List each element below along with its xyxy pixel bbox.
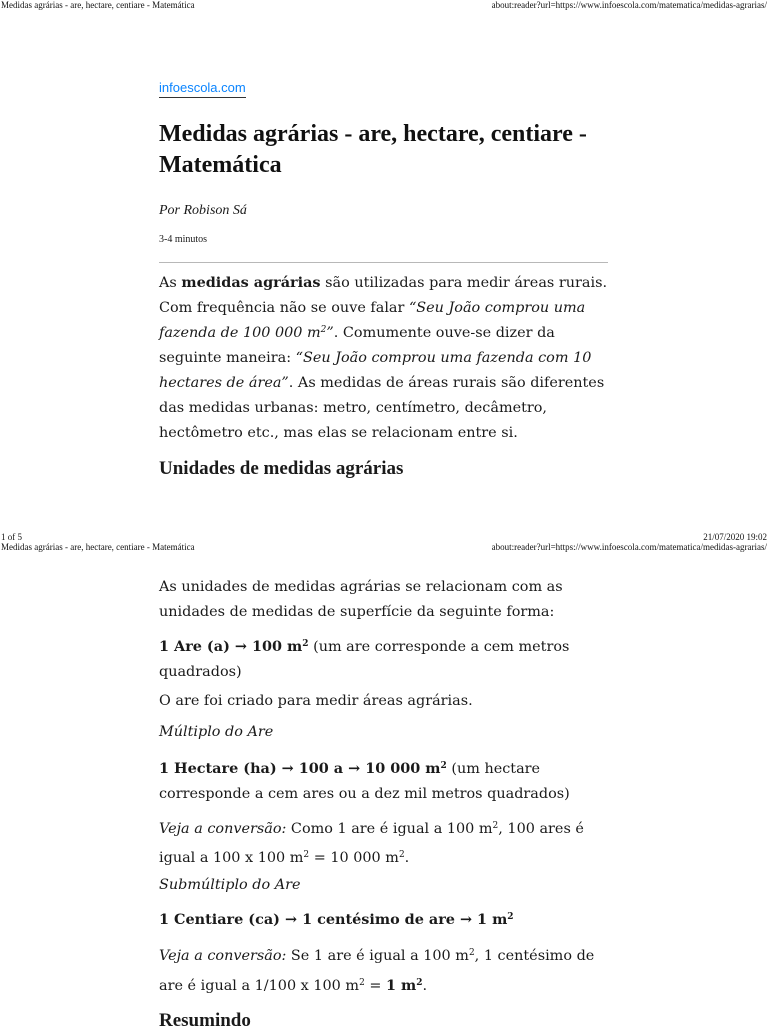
print-header-url: about:reader?url=https://www.infoescola.com/matematica/medidas-agrarias/ xyxy=(491,542,767,552)
print-header-title: Medidas agrárias - are, hectare, centiare - Matemática xyxy=(1,0,195,10)
read-time: 3-4 minutos xyxy=(159,234,208,245)
are-definition: 1 Are (a) → 100 $m^2$ (um are corresponde a cem metros quadrados) xyxy=(159,638,570,680)
divider xyxy=(159,262,608,263)
print-timestamp: 21/07/2020 19:02 xyxy=(703,532,767,542)
article-title: Medidas agrárias - are, hectare, centiare - Matemática xyxy=(159,121,587,178)
print-header xyxy=(0,0,768,12)
conversion-1: Veja a conversão: Como 1 are é igual a 100 $m^2$, 100 ares é igual a 100 x 100 $m^2 = 10$ 000 $m^2$. xyxy=(159,821,584,866)
print-header-url: about:reader?url=https://www.infoescola.com/matematica/medidas-agrarias/ xyxy=(491,0,767,10)
centiare-definition: 1 Centiare (ca) → 1 centésimo de are → 1 $m^2$ xyxy=(159,911,514,928)
conversion-2: Veja a conversão: Se 1 are é igual a 100 $m^2$, 1 centésimo de are é igual a 1/100 x 100 $m^2 = 1$ $m^2$. xyxy=(159,948,595,994)
resumindo-heading: Resumindo xyxy=(159,1010,251,1031)
page-number: 1 of 5 xyxy=(1,532,22,542)
are-created-text: O are foi criado para medir áreas agrárias. xyxy=(159,693,473,709)
hectare-definition: 1 Hectare (ha) → 100 a → 10 000 $m^2$ (um hectare corresponde a cem ares ou a dez mil metros quadrados) xyxy=(159,760,570,802)
article-byline: Por Robison Sá xyxy=(159,203,247,218)
intro-paragraph: As medidas agrárias são utilizadas para medir áreas rurais. Com frequência não se ouve falar “Seu João comprou uma fazenda de 100 000 $m^2$”. Comumente ouve-se dizer da seguinte maneira: “Seu João comprou uma fazenda com 10 hectares de área”. As medidas de áreas rurais são diferentes das medidas urbanas: metro, centímetro, decâmetro, hectômetro etc., mas elas se relacionam entre si. xyxy=(159,274,608,441)
print-header-title: Medidas agrárias - are, hectare, centiare - Matemática xyxy=(1,542,195,552)
units-paragraph: As unidades de medidas agrárias se relacionam com as unidades de medidas de superfície da seguinte forma: xyxy=(159,579,563,620)
section-heading: Unidades de medidas agrárias xyxy=(159,458,404,479)
submultiplo-label: Submúltiplo do Are xyxy=(159,877,301,893)
print-header-page2 xyxy=(0,542,768,554)
source-domain-link[interactable]: infoescola.com xyxy=(159,80,246,98)
multiplo-label: Múltiplo do Are xyxy=(159,724,274,740)
